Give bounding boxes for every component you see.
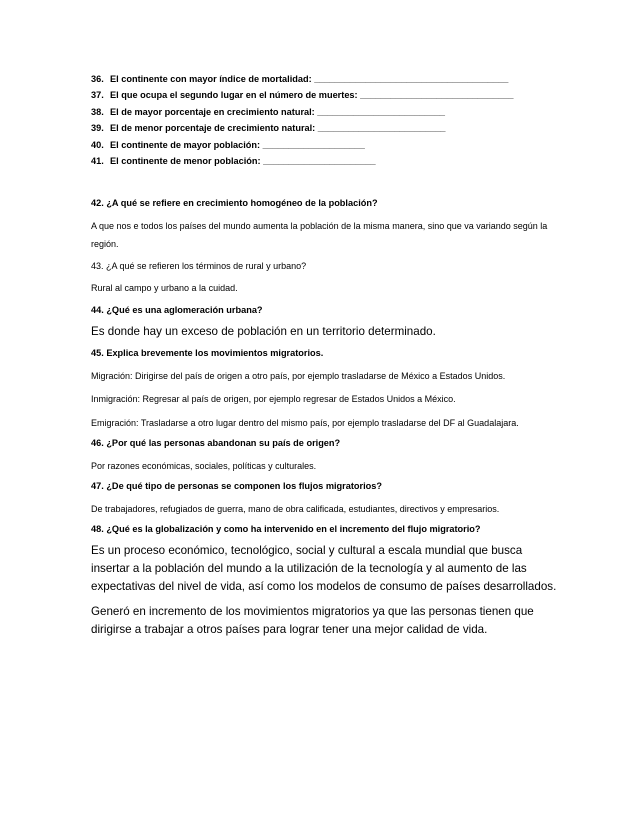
question-43: 43. ¿A qué se refieren los términos de rural y urbano? [91,261,307,272]
item-text: El de menor porcentaje de crecimiento natural: _________________________ [110,123,446,134]
question-48: 48. ¿Qué es la globalización y como ha intervenido en el incremento del flujo migratorio? [91,524,481,535]
item-number: 36. [91,74,104,84]
answer-42: A que nos e todos los países del mundo aumenta la población de la misma manera, sino que va variando según la región. [91,221,548,250]
fill-item-41 [91,153,561,169]
answer-46: Por razones económicas, sociales, políticas y culturales. [91,461,317,472]
item-text: El de mayor porcentaje en crecimiento natural: _________________________ [110,106,446,117]
answer-48-globalizacion: Es un proceso económico, tecnológico, social y cultural a escala mundial que busca insertar a la población del mundo a la utilización de la tecnología y al aumento de las expectativas del nivel de vida, así como los modelos de consumo de países desarrollados. [91,544,557,594]
fill-item-36 [91,71,561,87]
item-number: 37. [91,90,104,101]
question-47: 47. ¿De qué tipo de personas se componen los flujos migratorios? [91,481,382,492]
item-number: 41. [91,156,104,167]
item-text: El continente con mayor índice de mortalidad: ______________________________________ [110,74,509,84]
answer-47: De trabajadores, refugiados de guerra, mano de obra calificada, estudiantes, directivos y empresarios. [91,504,500,515]
answer-43: Rural al campo y urbano a la cuidad. [91,283,238,294]
answer-44: Es donde hay un exceso de población en un territorio determinado. [91,325,436,339]
item-number: 38. [91,106,104,117]
item-number: 40. [91,139,104,150]
question-44: 44. ¿Qué es una aglomeración urbana? [91,305,263,316]
question-45: 45. Explica brevemente los movimientos migratorios. [91,348,324,359]
document-content [91,71,561,639]
item-text: El continente de menor población: ______________________ [110,156,376,167]
answer-45-migracion: Migración: Dirigirse del país de origen a otro país, por ejemplo trasladarse de México a Estados Unidos. [91,371,506,382]
fill-item-39 [91,120,561,136]
answer-45-emigracion: Emigración: Trasladarse a otro lugar dentro del mismo país, por ejemplo trasladarse del DF al Guadalajara. [91,418,519,429]
fill-item-38 [91,104,561,120]
question-46: 46. ¿Por qué las personas abandonan su país de origen? [91,438,341,449]
answer-48-incremento: Generó en incremento de los movimientos migratorios ya que las personas tienen que dirigirse a trabajar a otros países para lograr tener una mejor calidad de vida. [91,605,534,637]
question-42: 42. ¿A qué se refiere en crecimiento homogéneo de la población? [91,198,378,209]
item-text: El que ocupa el segundo lugar en el número de muertes: ______________________________ [110,90,514,101]
fill-item-37 [91,87,561,103]
answer-45-inmigracion: Inmigración: Regresar al país de origen, por ejemplo regresar de Estados Unidos a México. [91,394,456,405]
fill-item-40 [91,137,561,153]
item-text: El continente de mayor población: ____________________ [110,139,365,150]
item-number: 39. [91,123,104,134]
fill-in-list [91,71,561,169]
